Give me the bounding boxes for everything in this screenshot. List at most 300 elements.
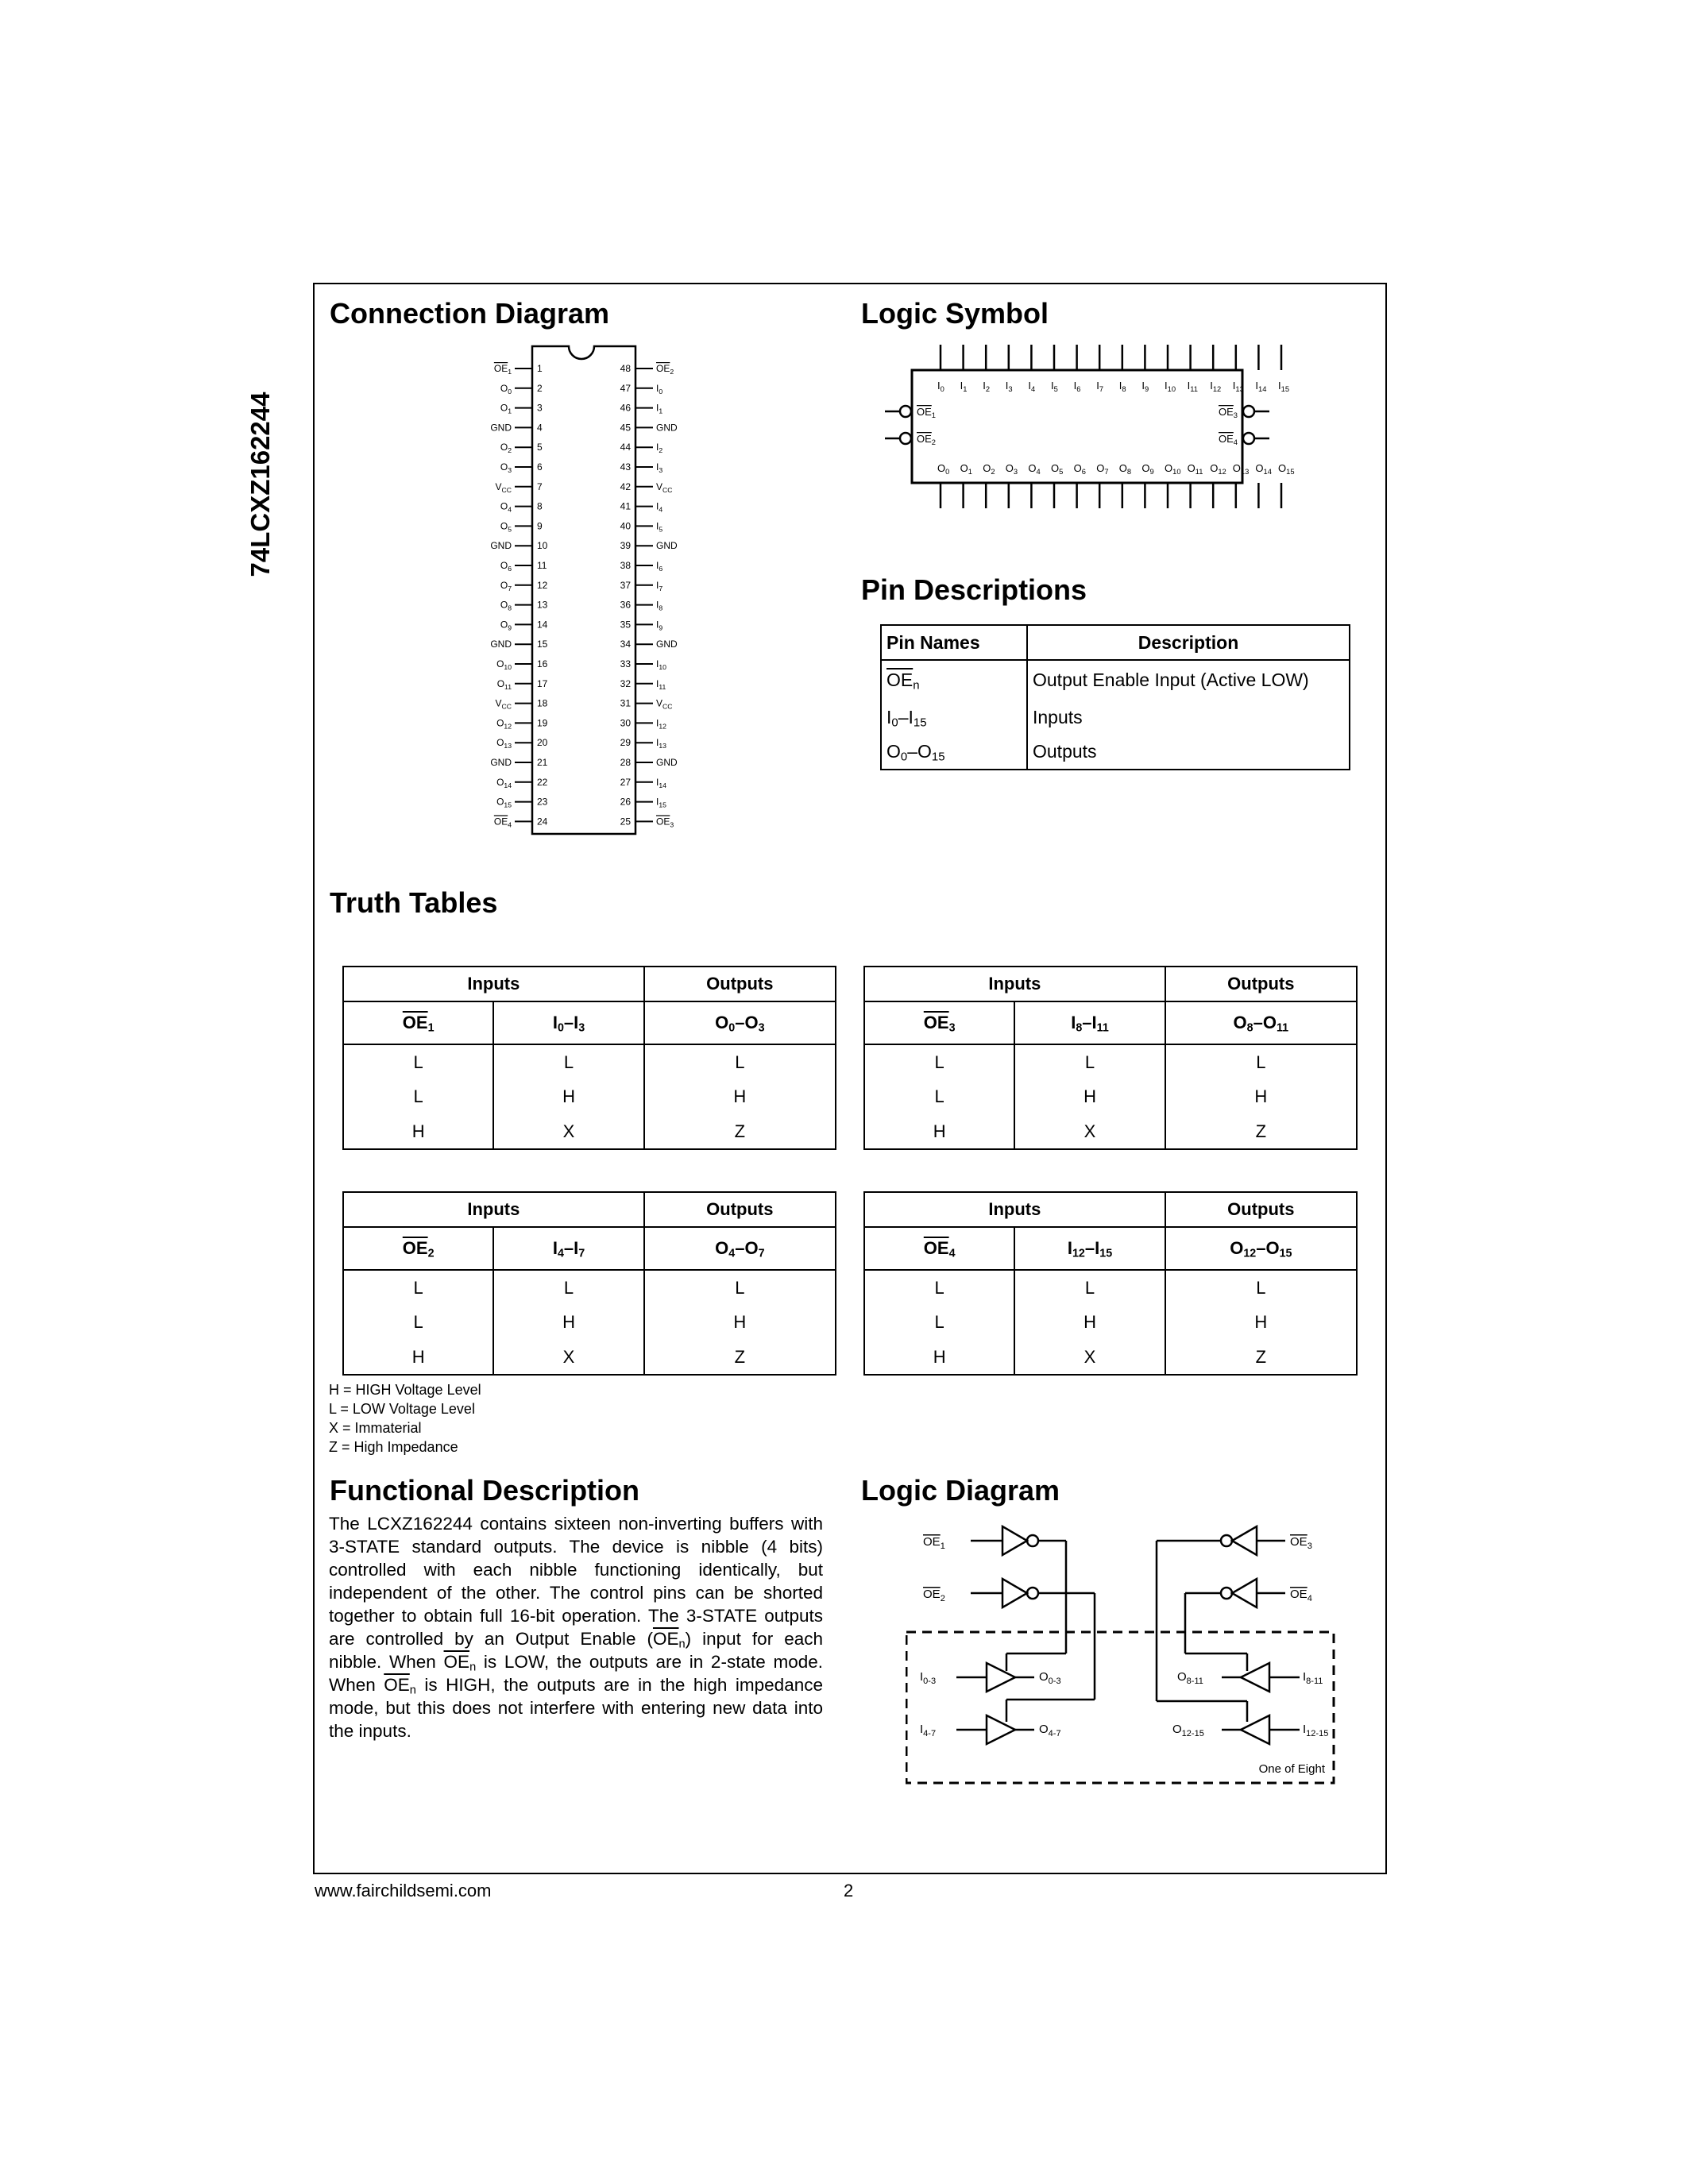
- legend-item: Z = High Impedance: [329, 1439, 458, 1455]
- table-cell: Z: [1165, 1114, 1357, 1149]
- ld-in-8-11: $I_{8-11}$: [1303, 1670, 1323, 1686]
- pin-label: $O_{14}$: [1255, 462, 1272, 476]
- pin-label: $OE_4$: [493, 816, 512, 829]
- pin-label: $O_3$: [500, 461, 512, 474]
- pin-33: [620, 658, 666, 671]
- pin-41: [620, 501, 663, 514]
- table-cell: L: [1165, 1044, 1357, 1079]
- pin-number: 14: [537, 619, 548, 631]
- ld-out-8-11: $O_{8-11}$: [1177, 1670, 1203, 1686]
- pin-number: 48: [620, 363, 631, 374]
- pin-number: 10: [537, 540, 548, 552]
- buffer-i0-3: [987, 1663, 1015, 1692]
- pin-label: $I_1$: [960, 380, 968, 393]
- input-column-header: $I_8-I_{11}$: [1014, 1001, 1165, 1044]
- pin-label: $I_1$: [656, 402, 663, 415]
- table-cell: Z: [644, 1114, 836, 1149]
- pin-label: $O_0$: [937, 462, 950, 476]
- pin-label: $OE_4$: [1219, 433, 1238, 446]
- table-cell: X: [493, 1114, 643, 1149]
- pin-number: 38: [620, 560, 631, 571]
- pin-label: GND: [490, 422, 512, 434]
- pin-label: $I_0$: [656, 382, 663, 396]
- table-cell: H: [343, 1114, 493, 1149]
- pin-5: [500, 442, 543, 454]
- table-cell: L: [1014, 1044, 1165, 1079]
- inputs-header: Inputs: [864, 1192, 1165, 1227]
- pin-label: $O_4$: [1028, 462, 1041, 476]
- pin-label: $I_6$: [1073, 380, 1081, 393]
- logic-diagram: [906, 1517, 1350, 1791]
- pin-label: $I_6$: [656, 560, 663, 573]
- pin-label: $O_1$: [960, 462, 972, 476]
- pin-label: $I_{14}$: [1255, 380, 1267, 393]
- pin-label: $O_4$: [500, 500, 512, 514]
- table-row: [343, 1305, 836, 1340]
- table-row: [343, 1079, 836, 1114]
- pin-label: $I_2$: [983, 380, 991, 393]
- pin-25: [620, 816, 674, 828]
- ld-caption: One of Eight: [1258, 1762, 1325, 1776]
- pin-descriptions-heading: Pin Descriptions: [861, 573, 1087, 606]
- pin-31: [620, 698, 673, 711]
- pin-number: 31: [620, 697, 631, 709]
- table-cell: X: [1014, 1340, 1165, 1375]
- pin-label: $OE_1$: [493, 363, 512, 376]
- pin-label: $I_{10}$: [1165, 380, 1176, 393]
- pin-number: 44: [620, 442, 631, 453]
- pin-desc: Outputs: [1027, 735, 1350, 770]
- pin-number: 19: [537, 717, 548, 729]
- pin-number: 41: [620, 500, 631, 512]
- truth-tables-heading: Truth Tables: [330, 886, 498, 919]
- pin-39: [620, 540, 678, 551]
- ld-out-4-7: $O_{4-7}$: [1039, 1723, 1061, 1738]
- pin-label: $O_0$: [500, 382, 512, 396]
- table-row: [864, 1044, 1357, 1079]
- pin-number: 16: [537, 658, 548, 669]
- pin-46: [620, 403, 663, 415]
- pin-28: [620, 757, 678, 768]
- pin-label: $O_{10}$: [496, 658, 512, 671]
- table-cell: L: [343, 1079, 493, 1114]
- pin-35: [620, 619, 663, 631]
- outputs-header: Outputs: [1165, 967, 1357, 1001]
- connection-diagram-heading: Connection Diagram: [330, 297, 610, 330]
- pin-descriptions-table: [880, 624, 1350, 770]
- pin-7: [496, 481, 543, 494]
- pin-row-oe: [881, 660, 1350, 700]
- logic-diagram-heading: Logic Diagram: [861, 1474, 1060, 1507]
- ld-oe3-label: $OE_3$: [1290, 1535, 1312, 1551]
- pin-16: [496, 658, 548, 671]
- pin-number: 1: [537, 363, 543, 374]
- output-column-header: $O_8-O_{11}$: [1165, 1001, 1357, 1044]
- pin-45: [620, 422, 678, 433]
- pin-label: $OE_3$: [656, 816, 674, 829]
- table-cell: L: [343, 1305, 493, 1340]
- buffer-i12-15: [1241, 1715, 1269, 1744]
- pin-label: $O_{15}$: [496, 796, 512, 809]
- pin-label: GND: [656, 422, 678, 434]
- pin-label: $I_{10}$: [656, 658, 666, 671]
- pin-number: 33: [620, 658, 631, 669]
- pin-number: 25: [620, 816, 631, 828]
- pin-label: $O_{11}$: [496, 677, 512, 691]
- pin-number: 47: [620, 382, 631, 394]
- functional-description-text: The LCXZ162244 contains sixteen non-inverting buffers with 3-STATE standard outputs. The device is nibble (4 bits) controlled with each nibble functioning identically, but independent of the other. The control pins can be shorted together to obtain full 16-bit operation. The 3-STATE outputs are controlled by an Output Enable $(\overline{OE}_n)$ input for each nibble. When $\overline{OE}_n$ is LOW, the outputs are in 2-state mode. When $\overline{OE}_n$ is HIGH, the outputs are in the high impedance mode, but this does not interfere with entering new data into the inputs.: [329, 1514, 823, 1741]
- pin-label: $I_{11}$: [656, 677, 666, 691]
- pin-number: 2: [537, 382, 543, 394]
- oe-column-header: $\overline{OE}_4$: [864, 1227, 1014, 1270]
- pin-label: GND: [490, 757, 512, 768]
- table-cell: L: [1014, 1270, 1165, 1305]
- pin-label: GND: [490, 540, 512, 552]
- pin-37: [620, 580, 663, 592]
- pin-42: [620, 481, 673, 494]
- pin-number: 23: [537, 796, 548, 808]
- legend-item: L = LOW Voltage Level: [329, 1401, 475, 1417]
- pin-19: [496, 717, 548, 730]
- truth-table-3: [342, 1191, 836, 1376]
- pin-1: [494, 363, 543, 376]
- pin-9: [500, 520, 543, 533]
- table-row: [864, 1114, 1357, 1149]
- buffer-i4-7: [987, 1715, 1015, 1744]
- pin-number: 13: [537, 599, 548, 611]
- pin-label: $I_8$: [1118, 380, 1126, 393]
- pin-label: $I_{13}$: [1232, 380, 1244, 393]
- pin-label: $O_1$: [500, 402, 512, 415]
- pin-label: $I_4$: [656, 500, 663, 514]
- pin-47: [620, 383, 663, 396]
- ls-oe-3: [1219, 406, 1269, 419]
- table-cell: H: [864, 1114, 1014, 1149]
- pin-label: $I_9$: [656, 619, 663, 632]
- pin-20: [496, 737, 548, 750]
- pin-row-inputs: [881, 700, 1350, 735]
- pin-13: [500, 600, 548, 612]
- pin-label: $I_0$: [937, 380, 944, 393]
- inverter-oe1: [1002, 1526, 1027, 1555]
- pin-names-header: Pin Names: [881, 625, 1027, 660]
- pin-number: 43: [620, 461, 631, 473]
- connection-diagram: [477, 341, 699, 842]
- pin-label: $OE_2$: [917, 433, 936, 446]
- ld-oe4-label: $OE_4$: [1290, 1588, 1312, 1603]
- pin-label: $O_5$: [500, 520, 512, 534]
- pin-label: $O_{12}$: [496, 717, 512, 731]
- table-row: [864, 1270, 1357, 1305]
- pin-number: 8: [537, 500, 543, 512]
- truth-table-2: [863, 966, 1358, 1150]
- pin-label: $O_2$: [500, 442, 512, 455]
- oe-column-header: $\overline{OE}_2$: [343, 1227, 493, 1270]
- table-cell: L: [864, 1305, 1014, 1340]
- table-cell: L: [864, 1270, 1014, 1305]
- table-cell: H: [343, 1340, 493, 1375]
- pin-40: [620, 520, 663, 533]
- pin-number: 15: [537, 639, 548, 650]
- pin-label: GND: [656, 540, 678, 552]
- ld-in-4-7: $I_{4-7}$: [920, 1723, 937, 1738]
- pin-label: $O_7$: [1096, 462, 1109, 476]
- pin-22: [496, 777, 548, 789]
- table-row: [343, 1114, 836, 1149]
- pin-label: $I_3$: [1005, 380, 1013, 393]
- output-column-header: $O_0-O_3$: [644, 1001, 836, 1044]
- pin-label: $O_{11}$: [1187, 462, 1203, 476]
- pin-label: $I_{11}$: [1187, 380, 1198, 393]
- ls-oe-2: [885, 433, 936, 446]
- pin-number: 18: [537, 697, 548, 709]
- pin-number: 24: [537, 816, 548, 828]
- table-row: [864, 1340, 1357, 1375]
- pin-desc: Output Enable Input (Active LOW): [1027, 660, 1350, 700]
- pin-label: $O_{15}$: [1278, 462, 1295, 476]
- pin-6: [500, 461, 543, 474]
- pin-number: 7: [537, 480, 543, 492]
- pin-48: [620, 363, 674, 376]
- footer-page-number: 2: [844, 1881, 854, 1900]
- pin-21: [490, 757, 547, 768]
- pin-number: 12: [537, 579, 548, 591]
- ld-in-12-15: $I_{12-15}$: [1303, 1723, 1329, 1738]
- pin-number: 40: [620, 520, 631, 532]
- pin-12: [500, 580, 548, 592]
- inputs-header: Inputs: [864, 967, 1165, 1001]
- pin-label: $I_{15}$: [1278, 380, 1290, 393]
- pin-label: $I_{14}$: [656, 776, 666, 789]
- pin-number: 45: [620, 422, 631, 434]
- pin-label: $O_6$: [500, 560, 512, 573]
- pin-24: [494, 816, 548, 828]
- table-cell: L: [1165, 1270, 1357, 1305]
- pin-label: $O_{10}$: [1165, 462, 1181, 476]
- inverter-oe3: [1232, 1526, 1257, 1555]
- pin-label: $V_{CC}$: [656, 480, 673, 494]
- functional-description-heading: Functional Description: [330, 1474, 640, 1507]
- table-cell: H: [1014, 1079, 1165, 1114]
- pin-label: $O_6$: [1073, 462, 1086, 476]
- pin-label: $V_{CC}$: [656, 697, 673, 711]
- oe-column-header: $\overline{OE}_3$: [864, 1001, 1014, 1044]
- table-cell: L: [493, 1270, 643, 1305]
- pin-label: $I_{12}$: [656, 717, 666, 731]
- pin-32: [620, 678, 666, 691]
- table-cell: Z: [1165, 1340, 1357, 1375]
- logic-symbol-heading: Logic Symbol: [861, 297, 1049, 330]
- pin-30: [620, 717, 666, 730]
- outputs-header: Outputs: [644, 967, 836, 1001]
- table-cell: H: [644, 1305, 836, 1340]
- table-cell: H: [1014, 1305, 1165, 1340]
- pin-number: 11: [537, 560, 547, 571]
- pin-14: [500, 619, 548, 631]
- table-cell: L: [864, 1044, 1014, 1079]
- pin-number: 17: [537, 677, 548, 689]
- table-row: [343, 1270, 836, 1305]
- pin-43: [620, 461, 663, 474]
- ld-in-0-3: $I_{0-3}$: [920, 1670, 937, 1686]
- table-cell: L: [864, 1079, 1014, 1114]
- table-row: [343, 1340, 836, 1375]
- pin-number: 22: [537, 776, 548, 788]
- description-header: Description: [1027, 625, 1350, 660]
- table-cell: L: [343, 1270, 493, 1305]
- pin-number: 32: [620, 677, 631, 689]
- ls-pin-14: [1255, 345, 1272, 508]
- table-cell: H: [1165, 1079, 1357, 1114]
- pin-17: [497, 678, 548, 691]
- pin-label: GND: [490, 639, 512, 650]
- pin-row-outputs: [881, 735, 1350, 770]
- pin-number: 3: [537, 402, 543, 414]
- inverter-oe4: [1232, 1579, 1257, 1607]
- pin-label: $O_9$: [1141, 462, 1154, 476]
- table-cell: X: [493, 1340, 643, 1375]
- pin-label: $I_5$: [656, 520, 663, 534]
- pin-number: 27: [620, 776, 631, 788]
- table-cell: L: [343, 1044, 493, 1079]
- ld-oe1-label: $OE_1$: [923, 1535, 945, 1551]
- input-column-header: $I_0-I_3$: [493, 1001, 643, 1044]
- pin-29: [620, 737, 666, 750]
- pin-23: [496, 797, 548, 809]
- pin-name: $O_0-O_{15}$: [881, 735, 1027, 770]
- output-column-header: $O_4-O_7$: [644, 1227, 836, 1270]
- pin-label: $I_4$: [1028, 380, 1036, 393]
- pin-label: $O_2$: [983, 462, 995, 476]
- table-row: [343, 1044, 836, 1079]
- pin-label: $I_5$: [1051, 380, 1058, 393]
- inverter-oe2: [1002, 1579, 1027, 1607]
- pin-4: [490, 422, 543, 433]
- pin-number: 35: [620, 619, 631, 631]
- pin-18: [496, 698, 548, 711]
- pin-label: $O_8$: [1118, 462, 1132, 476]
- pin-34: [620, 639, 678, 650]
- right-pins: [620, 363, 678, 828]
- pin-label: $O_8$: [500, 599, 512, 612]
- pin-number: 21: [537, 757, 548, 768]
- pin-number: 28: [620, 757, 631, 768]
- pin-label: $O_{14}$: [496, 776, 512, 789]
- table-cell: H: [1165, 1305, 1357, 1340]
- logic-symbol: [874, 341, 1366, 516]
- pin-label: $I_{12}$: [1210, 380, 1222, 393]
- pin-label: $O_3$: [1005, 462, 1018, 476]
- inputs-header: Inputs: [343, 1192, 644, 1227]
- pin-number: 29: [620, 737, 631, 749]
- left-pins: [490, 363, 547, 828]
- pin-10: [490, 540, 547, 551]
- footer-url[interactable]: www.fairchildsemi.com: [315, 1881, 492, 1900]
- pin-label: $I_8$: [656, 599, 663, 612]
- pin-label: $O_5$: [1051, 462, 1064, 476]
- buffer-i8-11: [1241, 1663, 1269, 1692]
- pin-number: 34: [620, 639, 631, 650]
- pin-number: 37: [620, 579, 631, 591]
- pin-11: [500, 560, 547, 573]
- pin-label: $I_2$: [656, 442, 663, 455]
- pin-3: [500, 403, 543, 415]
- pin-27: [620, 777, 666, 789]
- table-cell: H: [493, 1079, 643, 1114]
- table-cell: H: [644, 1079, 836, 1114]
- pin-name: $\overline{OE}_n$: [881, 660, 1027, 700]
- pin-label: $O_9$: [500, 619, 512, 632]
- table-cell: L: [493, 1044, 643, 1079]
- pin-label: $O_{13}$: [1232, 462, 1250, 476]
- outputs-header: Outputs: [1165, 1192, 1357, 1227]
- pin-label: GND: [656, 639, 678, 650]
- oe-column-header: $\overline{OE}_1$: [343, 1001, 493, 1044]
- pin-number: 42: [620, 480, 631, 492]
- pin-label: $V_{CC}$: [495, 697, 512, 711]
- pin-label: $V_{CC}$: [495, 480, 512, 494]
- pin-label: $OE_2$: [656, 363, 674, 376]
- legend-item: X = Immaterial: [329, 1420, 422, 1436]
- pin-number: 5: [537, 442, 543, 453]
- pin-15: [490, 639, 547, 650]
- pin-number: 26: [620, 796, 631, 808]
- pin-number: 30: [620, 717, 631, 729]
- table-row: [864, 1079, 1357, 1114]
- pin-label: $I_7$: [1096, 380, 1104, 393]
- pin-26: [620, 797, 666, 809]
- pin-36: [620, 600, 663, 612]
- pin-label: $I_{13}$: [656, 737, 666, 751]
- ld-oe2-label: $OE_2$: [923, 1588, 945, 1603]
- pin-label: $I_3$: [656, 461, 663, 474]
- pin-label: $OE_1$: [917, 406, 936, 419]
- table-cell: X: [1014, 1114, 1165, 1149]
- ls-pin-15: [1278, 345, 1295, 508]
- pin-number: 39: [620, 540, 631, 552]
- input-column-header: $I_4-I_7$: [493, 1227, 643, 1270]
- truth-table-1: [342, 966, 836, 1150]
- pin-name: $I_0-I_{15}$: [881, 700, 1027, 735]
- pin-44: [620, 442, 663, 454]
- pin-8: [500, 501, 543, 514]
- pin-2: [500, 383, 543, 396]
- ld-out-12-15: $O_{12-15}$: [1172, 1723, 1204, 1738]
- output-column-header: $O_{12}-O_{15}$: [1165, 1227, 1357, 1270]
- side-part-number: 74LCXZ162244: [245, 392, 275, 577]
- ld-out-0-3: $O_{0-3}$: [1039, 1670, 1061, 1686]
- truth-table-4: [863, 1191, 1358, 1376]
- input-column-header: $I_{12}-I_{15}$: [1014, 1227, 1165, 1270]
- table-cell: H: [493, 1305, 643, 1340]
- pin-label: $O_{13}$: [496, 737, 512, 751]
- pin-label: $O_{12}$: [1210, 462, 1226, 476]
- pin-label: GND: [656, 757, 678, 768]
- pin-number: 46: [620, 402, 631, 414]
- outputs-header: Outputs: [644, 1192, 836, 1227]
- pin-desc: Inputs: [1027, 700, 1350, 735]
- pin-label: $O_7$: [500, 579, 512, 592]
- ls-oe-4: [1219, 433, 1269, 446]
- inputs-header: Inputs: [343, 967, 644, 1001]
- legend-item: H = HIGH Voltage Level: [329, 1382, 481, 1398]
- one-of-eight-box: [906, 1632, 1334, 1783]
- table-cell: L: [644, 1044, 836, 1079]
- pin-38: [620, 560, 663, 573]
- table-cell: L: [644, 1270, 836, 1305]
- table-cell: H: [864, 1340, 1014, 1375]
- pin-label: $I_{15}$: [656, 796, 666, 809]
